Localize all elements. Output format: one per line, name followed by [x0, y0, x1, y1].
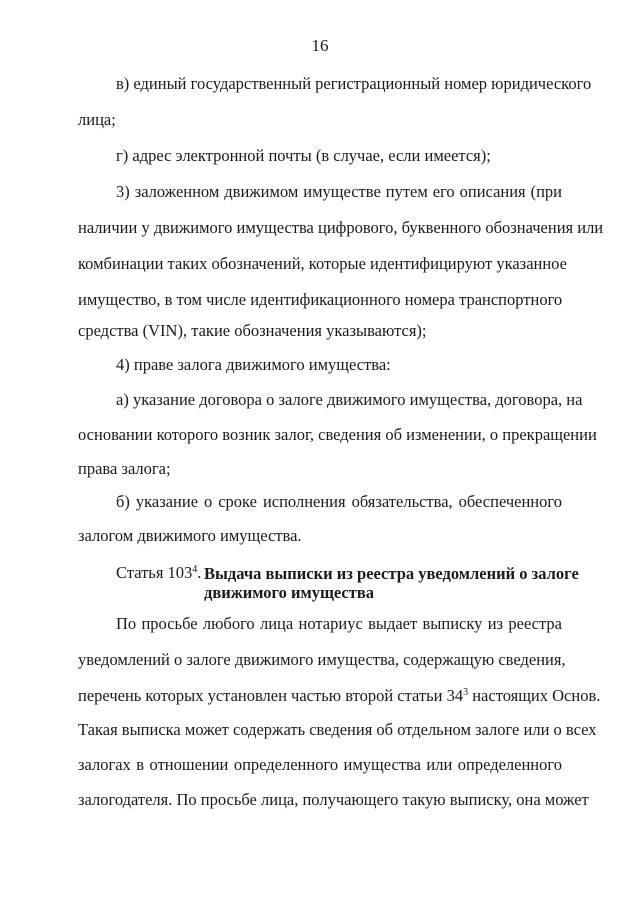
superscript: 3 [463, 687, 469, 698]
text-line: основании которого возник залог, сведения об изменении, о прекращении [78, 425, 597, 444]
article-number [116, 563, 201, 583]
text-fragment: перечень которых установлен частью второй статьи 34 [78, 686, 464, 705]
text-line: По просьбе любого лица нотариус выдает выписку из реестра [116, 614, 562, 633]
text-fragment: настоящих Основ. [468, 686, 601, 705]
text-line: 4) праве залога движимого имущества: [116, 355, 391, 374]
text-line: Такая выписка может содержать сведения об отдельном залоге или о всех [78, 720, 597, 739]
article-title [204, 564, 579, 602]
article-number-superscript: 4 [192, 564, 198, 575]
article-title-line: движимого имущества [204, 583, 375, 602]
text-line: уведомлений о залоге движимого имущества, содержащую сведения, [78, 650, 566, 669]
article-title-line: Выдача выписки из реестра уведомлений о залоге [204, 564, 579, 583]
text-line-with-superscript [78, 686, 601, 706]
text-line: залогом движимого имущества. [78, 526, 302, 545]
text-line: б) указание о сроке исполнения обязательства, обеспеченного [116, 492, 562, 511]
text-line: права залога; [78, 459, 171, 478]
text-line: 3) заложенном движимом имуществе путем его описания (при [116, 182, 562, 201]
text-line: лица; [78, 110, 116, 129]
article-number-dot: . [197, 563, 202, 582]
text-line: комбинации таких обозначений, которые идентифицируют указанное [78, 254, 567, 273]
page-number: 16 [311, 36, 329, 55]
text-line: в) единый государственный регистрационный номер юридического [116, 74, 592, 93]
text-line: наличии у движимого имущества цифрового, буквенного обозначения или [78, 218, 604, 237]
text-line: г) адрес электронной почты (в случае, если имеется); [116, 146, 491, 165]
text-line: а) указание договора о залоге движимого имущества, договора, на [116, 390, 583, 409]
text-line: средства (VIN), такие обозначения указываются); [78, 321, 427, 340]
text-line: имущество, в том числе идентификационного номера транспортного [78, 290, 563, 309]
text-line: залогах в отношении определенного имущества или определенного [78, 755, 562, 774]
text-line: залогодателя. По просьбе лица, получающего такую выписку, она может [78, 790, 589, 809]
article-number-text: Статья 103 [116, 563, 193, 582]
